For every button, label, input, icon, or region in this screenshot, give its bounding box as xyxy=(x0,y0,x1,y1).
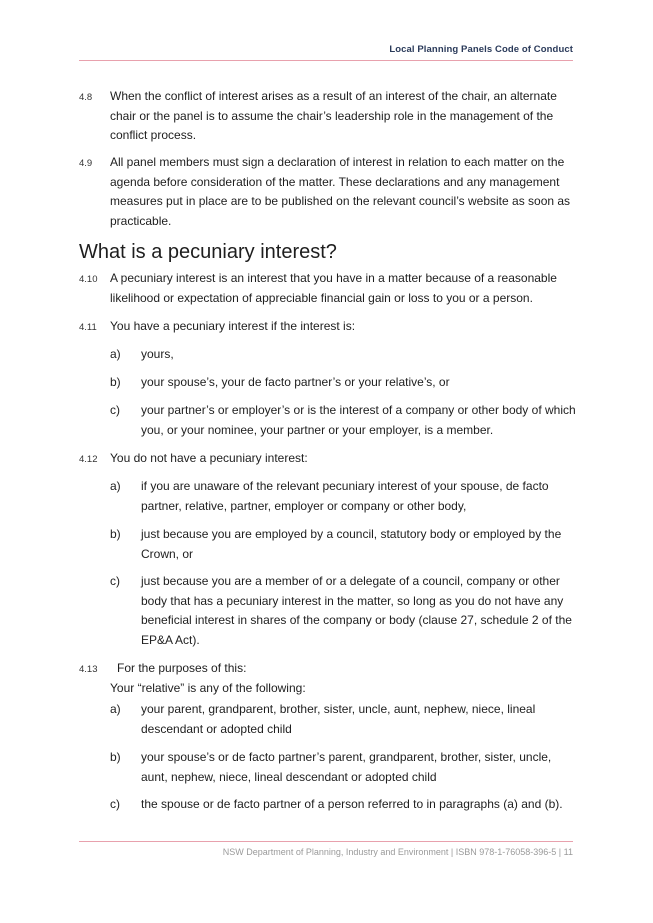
list-item-text: yours, xyxy=(141,347,174,361)
clause-number-4-12: 4.12 xyxy=(79,454,98,465)
footer-divider xyxy=(79,841,573,842)
list-item-label: b) xyxy=(110,527,121,541)
clause-number-4-9: 4.9 xyxy=(79,158,93,169)
list-item-label: c) xyxy=(110,797,120,811)
list-item-text: your parent, grandparent, brother, sister, uncle, aunt, nephew, niece, lineal descendant or adopted child xyxy=(141,702,536,736)
list-item-text: just because you are a member of or a delegate of a council, company or other body that has a pecuniary interest in the matter, so long as you do not have any beneficial interest in shares of the company or body (clause 27, schedule 2 of the EP&A Act). xyxy=(141,574,572,647)
list-item-label: a) xyxy=(110,479,121,493)
clause-text-4-12: You do not have a pecuniary interest: xyxy=(110,451,308,465)
clause-text-4-8: When the conflict of interest arises as a result of an interest of the chair, an alternate chair or the panel is to assume the chair’s leadership role in the management of the conflict process. xyxy=(110,89,557,143)
clause-text-4-9: All panel members must sign a declaration of interest in relation to each matter on the agenda before consideration of the matter. These declarations and any management measures put in place are to be published on the relevant council’s website as soon as practicable. xyxy=(110,155,571,228)
list-item-label: b) xyxy=(110,375,121,389)
clause-number-4-10: 4.10 xyxy=(79,274,98,285)
clause-text-4-13: For the purposes of this: xyxy=(117,661,247,675)
list-item-text: the spouse or de facto partner of a person referred to in paragraphs (a) and (b). xyxy=(141,797,563,811)
running-footer: NSW Department of Planning, Industry and Environment | ISBN 978-1-76058-396-5 | 11 xyxy=(222,847,573,857)
list-item-label: a) xyxy=(110,347,121,361)
clause-number-4-8: 4.8 xyxy=(79,92,93,103)
list-item-text: your spouse’s, your de facto partner’s or your relative’s, or xyxy=(141,375,450,389)
relative-definition-intro: Your “relative” is any of the following: xyxy=(110,681,306,695)
clause-number-4-11: 4.11 xyxy=(79,322,97,333)
list-item-label: b) xyxy=(110,750,121,764)
running-header-title: Local Planning Panels Code of Conduct xyxy=(389,44,573,55)
list-item-label: a) xyxy=(110,702,121,716)
list-item-text: just because you are employed by a council, statutory body or employed by the Crown, or xyxy=(141,527,562,561)
list-item-text: your partner’s or employer’s or is the interest of a company or other body of which you, or your nominee, your partner or your employer, is a member. xyxy=(141,403,576,437)
clause-text-4-10: A pecuniary interest is an interest that you have in a matter because of a reasonable likelihood or expectation of appreciable financial gain or loss to you or a person. xyxy=(110,271,557,305)
header-divider xyxy=(79,60,573,61)
list-item-text: if you are unaware of the relevant pecuniary interest of your spouse, de facto partner, relative, partner, employer or company or other body, xyxy=(141,479,549,513)
clause-number-4-13: 4.13 xyxy=(79,664,98,675)
section-heading: What is a pecuniary interest? xyxy=(79,241,337,263)
list-item-label: c) xyxy=(110,574,120,588)
list-item-text: your spouse’s or de facto partner’s parent, grandparent, brother, sister, uncle, aunt, nephew, niece, lineal descendant or adopted child xyxy=(141,750,552,784)
list-item-label: c) xyxy=(110,403,120,417)
clause-text-4-11: You have a pecuniary interest if the interest is: xyxy=(110,319,356,333)
